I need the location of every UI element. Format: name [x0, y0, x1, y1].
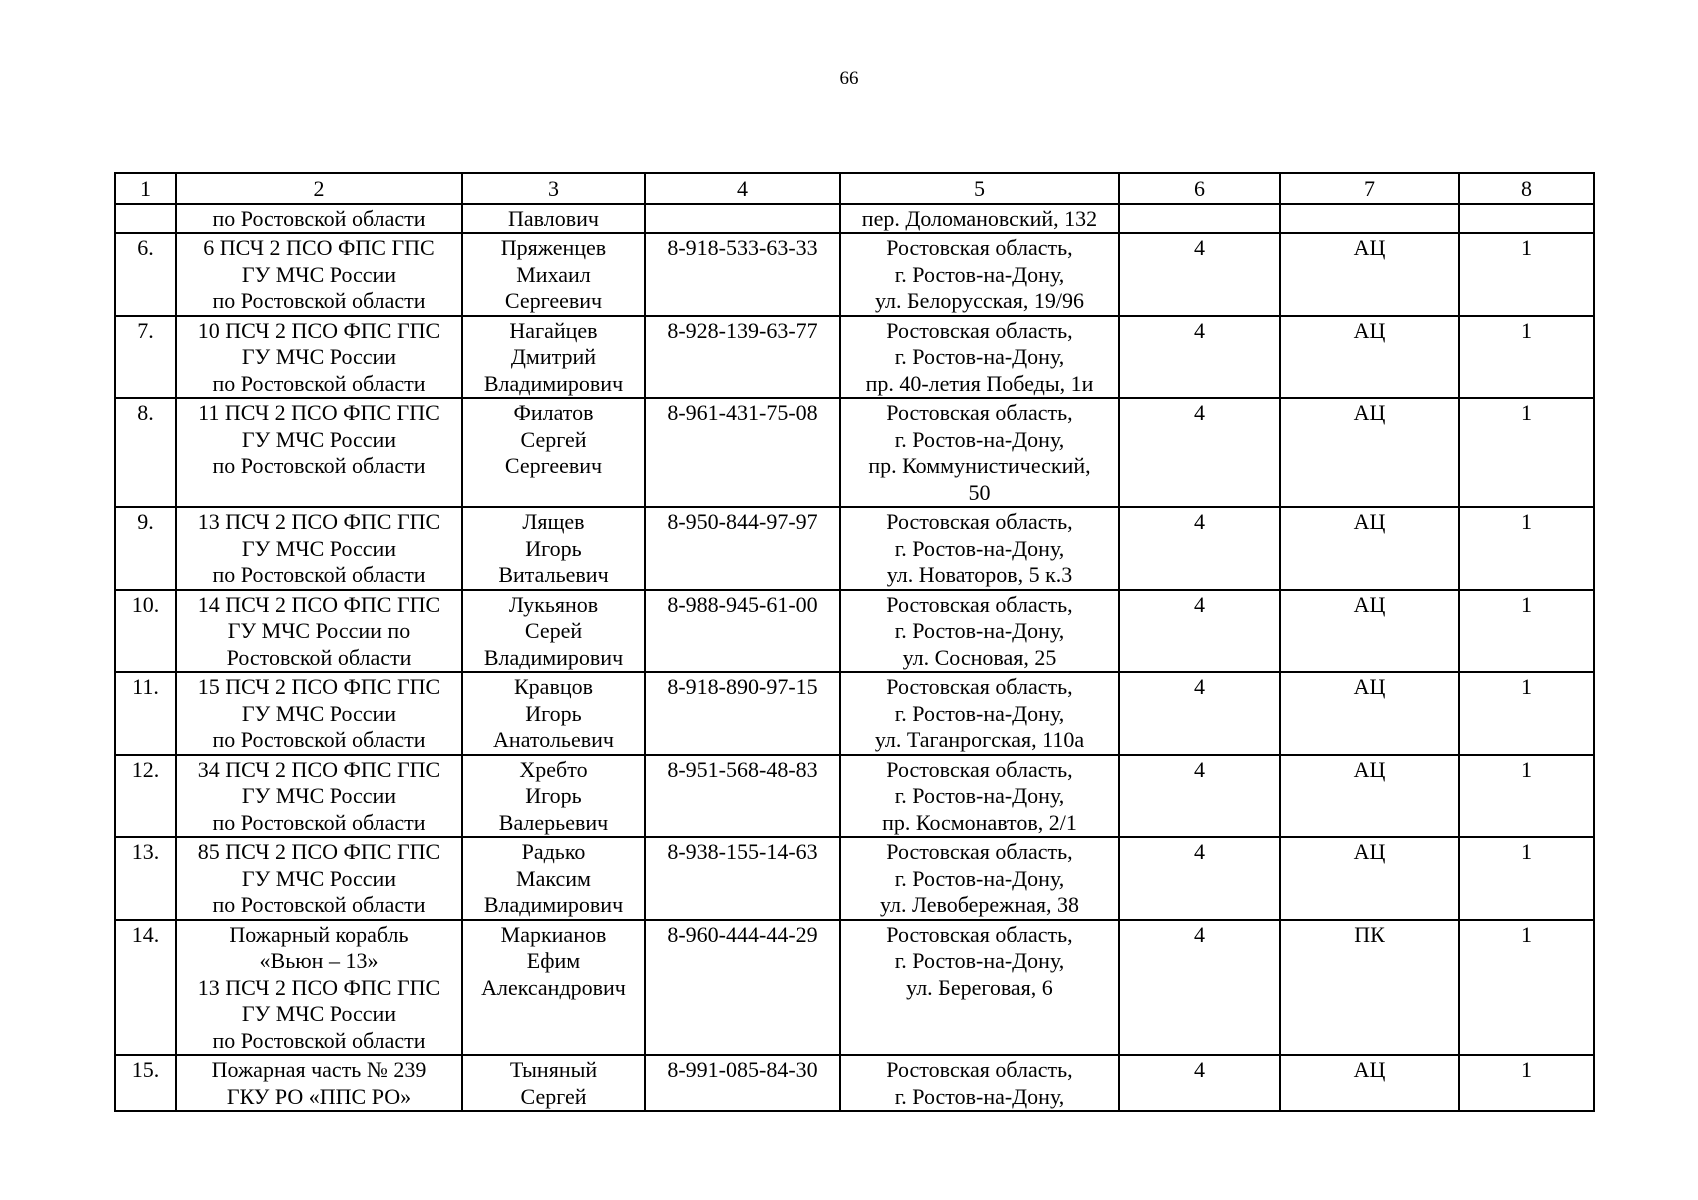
address-cell: Ростовская область, г. Ростов-на-Дону, ул. Таганрогская, 110а	[840, 672, 1119, 755]
column-number: 5	[840, 173, 1119, 204]
phone-cell: 8-988-945-61-00	[645, 590, 840, 673]
vehicle-type-cell: АЦ	[1280, 507, 1459, 590]
table-row	[115, 755, 1594, 838]
vehicle-type-cell	[1280, 204, 1459, 234]
column-8-cell: 1	[1459, 755, 1594, 838]
column-6-cell: 4	[1119, 920, 1280, 1056]
column-8-cell: 1	[1459, 507, 1594, 590]
phone-cell: 8-918-533-63-33	[645, 233, 840, 316]
column-6-cell: 4	[1119, 1055, 1280, 1111]
table-row	[115, 672, 1594, 755]
head-name-cell: Лукьянов Серей Владимирович	[462, 590, 645, 673]
unit-name-cell: 6 ПСЧ 2 ПСО ФПС ГПС ГУ МЧС России по Ростовской области	[176, 233, 462, 316]
column-6-cell: 4	[1119, 316, 1280, 399]
address-cell: Ростовская область, г. Ростов-на-Дону, ул. Сосновая, 25	[840, 590, 1119, 673]
address-cell: Ростовская область, г. Ростов-на-Дону, ул. Береговая, 6	[840, 920, 1119, 1056]
unit-name-cell: 15 ПСЧ 2 ПСО ФПС ГПС ГУ МЧС России по Ростовской области	[176, 672, 462, 755]
unit-name-cell: 14 ПСЧ 2 ПСО ФПС ГПС ГУ МЧС России по Ростовской области	[176, 590, 462, 673]
column-6-cell: 4	[1119, 672, 1280, 755]
column-number: 7	[1280, 173, 1459, 204]
head-name-cell: Филатов Сергей Сергеевич	[462, 398, 645, 507]
row-number-cell: 13.	[115, 837, 176, 920]
address-cell: Ростовская область, г. Ростов-на-Дону, пр. Космонавтов, 2/1	[840, 755, 1119, 838]
phone-cell: 8-961-431-75-08	[645, 398, 840, 507]
phone-cell: 8-918-890-97-15	[645, 672, 840, 755]
row-number-cell: 8.	[115, 398, 176, 507]
phone-cell: 8-950-844-97-97	[645, 507, 840, 590]
column-6-cell: 4	[1119, 755, 1280, 838]
row-number-cell: 15.	[115, 1055, 176, 1111]
row-number-cell: 11.	[115, 672, 176, 755]
register-table	[114, 172, 1595, 1112]
address-cell: Ростовская область, г. Ростов-на-Дону, ул. Левобережная, 38	[840, 837, 1119, 920]
table-row	[115, 204, 1594, 234]
row-number-cell: 14.	[115, 920, 176, 1056]
column-8-cell: 1	[1459, 398, 1594, 507]
vehicle-type-cell: АЦ	[1280, 755, 1459, 838]
head-name-cell: Хребто Игорь Валерьевич	[462, 755, 645, 838]
table-row	[115, 837, 1594, 920]
row-number-cell: 6.	[115, 233, 176, 316]
head-name-cell: Маркианов Ефим Александрович	[462, 920, 645, 1056]
column-6-cell: 4	[1119, 507, 1280, 590]
phone-cell: 8-991-085-84-30	[645, 1055, 840, 1111]
vehicle-type-cell: ПК	[1280, 920, 1459, 1056]
unit-name-cell: Пожарный корабль «Вьюн – 13» 13 ПСЧ 2 ПСО ФПС ГПС ГУ МЧС России по Ростовской области	[176, 920, 462, 1056]
column-number: 3	[462, 173, 645, 204]
head-name-cell: Радько Максим Владимирович	[462, 837, 645, 920]
address-cell: Ростовская область, г. Ростов-на-Дону,	[840, 1055, 1119, 1111]
column-number: 2	[176, 173, 462, 204]
table-row	[115, 233, 1594, 316]
table-row	[115, 507, 1594, 590]
head-name-cell: Тыняный Сергей	[462, 1055, 645, 1111]
phone-cell: 8-951-568-48-83	[645, 755, 840, 838]
table-row	[115, 316, 1594, 399]
address-cell: Ростовская область, г. Ростов-на-Дону, пр. Коммунистический, 50	[840, 398, 1119, 507]
column-8-cell: 1	[1459, 316, 1594, 399]
phone-cell: 8-938-155-14-63	[645, 837, 840, 920]
head-name-cell: Пряженцев Михаил Сергеевич	[462, 233, 645, 316]
column-number: 1	[115, 173, 176, 204]
table-row	[115, 920, 1594, 1056]
vehicle-type-cell: АЦ	[1280, 316, 1459, 399]
phone-cell: 8-928-139-63-77	[645, 316, 840, 399]
unit-name-cell: 11 ПСЧ 2 ПСО ФПС ГПС ГУ МЧС России по Ростовской области	[176, 398, 462, 507]
column-6-cell: 4	[1119, 233, 1280, 316]
column-6-cell	[1119, 204, 1280, 234]
column-6-cell: 4	[1119, 398, 1280, 507]
page-number: 66	[839, 68, 859, 89]
vehicle-type-cell: АЦ	[1280, 233, 1459, 316]
column-8-cell	[1459, 204, 1594, 234]
head-name-cell: Кравцов Игорь Анатольевич	[462, 672, 645, 755]
unit-name-cell: Пожарная часть № 239 ГКУ РО «ППС РО»	[176, 1055, 462, 1111]
row-number-cell: 12.	[115, 755, 176, 838]
unit-name-cell: 34 ПСЧ 2 ПСО ФПС ГПС ГУ МЧС России по Ростовской области	[176, 755, 462, 838]
unit-name-cell: 10 ПСЧ 2 ПСО ФПС ГПС ГУ МЧС России по Ростовской области	[176, 316, 462, 399]
column-number: 4	[645, 173, 840, 204]
head-name-cell: Павлович	[462, 204, 645, 234]
column-number-row	[115, 173, 1594, 204]
row-number-cell	[115, 204, 176, 234]
table-row	[115, 398, 1594, 507]
column-6-cell: 4	[1119, 837, 1280, 920]
address-cell: Ростовская область, г. Ростов-на-Дону, ул. Новаторов, 5 к.3	[840, 507, 1119, 590]
head-name-cell: Лящев Игорь Витальевич	[462, 507, 645, 590]
head-name-cell: Нагайцев Дмитрий Владимирович	[462, 316, 645, 399]
column-8-cell: 1	[1459, 1055, 1594, 1111]
table-row	[115, 590, 1594, 673]
column-number: 8	[1459, 173, 1594, 204]
column-number: 6	[1119, 173, 1280, 204]
column-8-cell: 1	[1459, 233, 1594, 316]
column-8-cell: 1	[1459, 920, 1594, 1056]
column-8-cell: 1	[1459, 590, 1594, 673]
register-body	[115, 173, 1594, 1111]
vehicle-type-cell: АЦ	[1280, 672, 1459, 755]
phone-cell	[645, 204, 840, 234]
address-cell: пер. Доломановский, 132	[840, 204, 1119, 234]
phone-cell: 8-960-444-44-29	[645, 920, 840, 1056]
vehicle-type-cell: АЦ	[1280, 398, 1459, 507]
unit-name-cell: 13 ПСЧ 2 ПСО ФПС ГПС ГУ МЧС России по Ростовской области	[176, 507, 462, 590]
row-number-cell: 7.	[115, 316, 176, 399]
row-number-cell: 9.	[115, 507, 176, 590]
vehicle-type-cell: АЦ	[1280, 837, 1459, 920]
unit-name-cell: по Ростовской области	[176, 204, 462, 234]
table-row	[115, 1055, 1594, 1111]
vehicle-type-cell: АЦ	[1280, 590, 1459, 673]
column-8-cell: 1	[1459, 672, 1594, 755]
column-6-cell: 4	[1119, 590, 1280, 673]
unit-name-cell: 85 ПСЧ 2 ПСО ФПС ГПС ГУ МЧС России по Ростовской области	[176, 837, 462, 920]
address-cell: Ростовская область, г. Ростов-на-Дону, пр. 40-летия Победы, 1и	[840, 316, 1119, 399]
vehicle-type-cell: АЦ	[1280, 1055, 1459, 1111]
address-cell: Ростовская область, г. Ростов-на-Дону, ул. Белорусская, 19/96	[840, 233, 1119, 316]
row-number-cell: 10.	[115, 590, 176, 673]
column-8-cell: 1	[1459, 837, 1594, 920]
